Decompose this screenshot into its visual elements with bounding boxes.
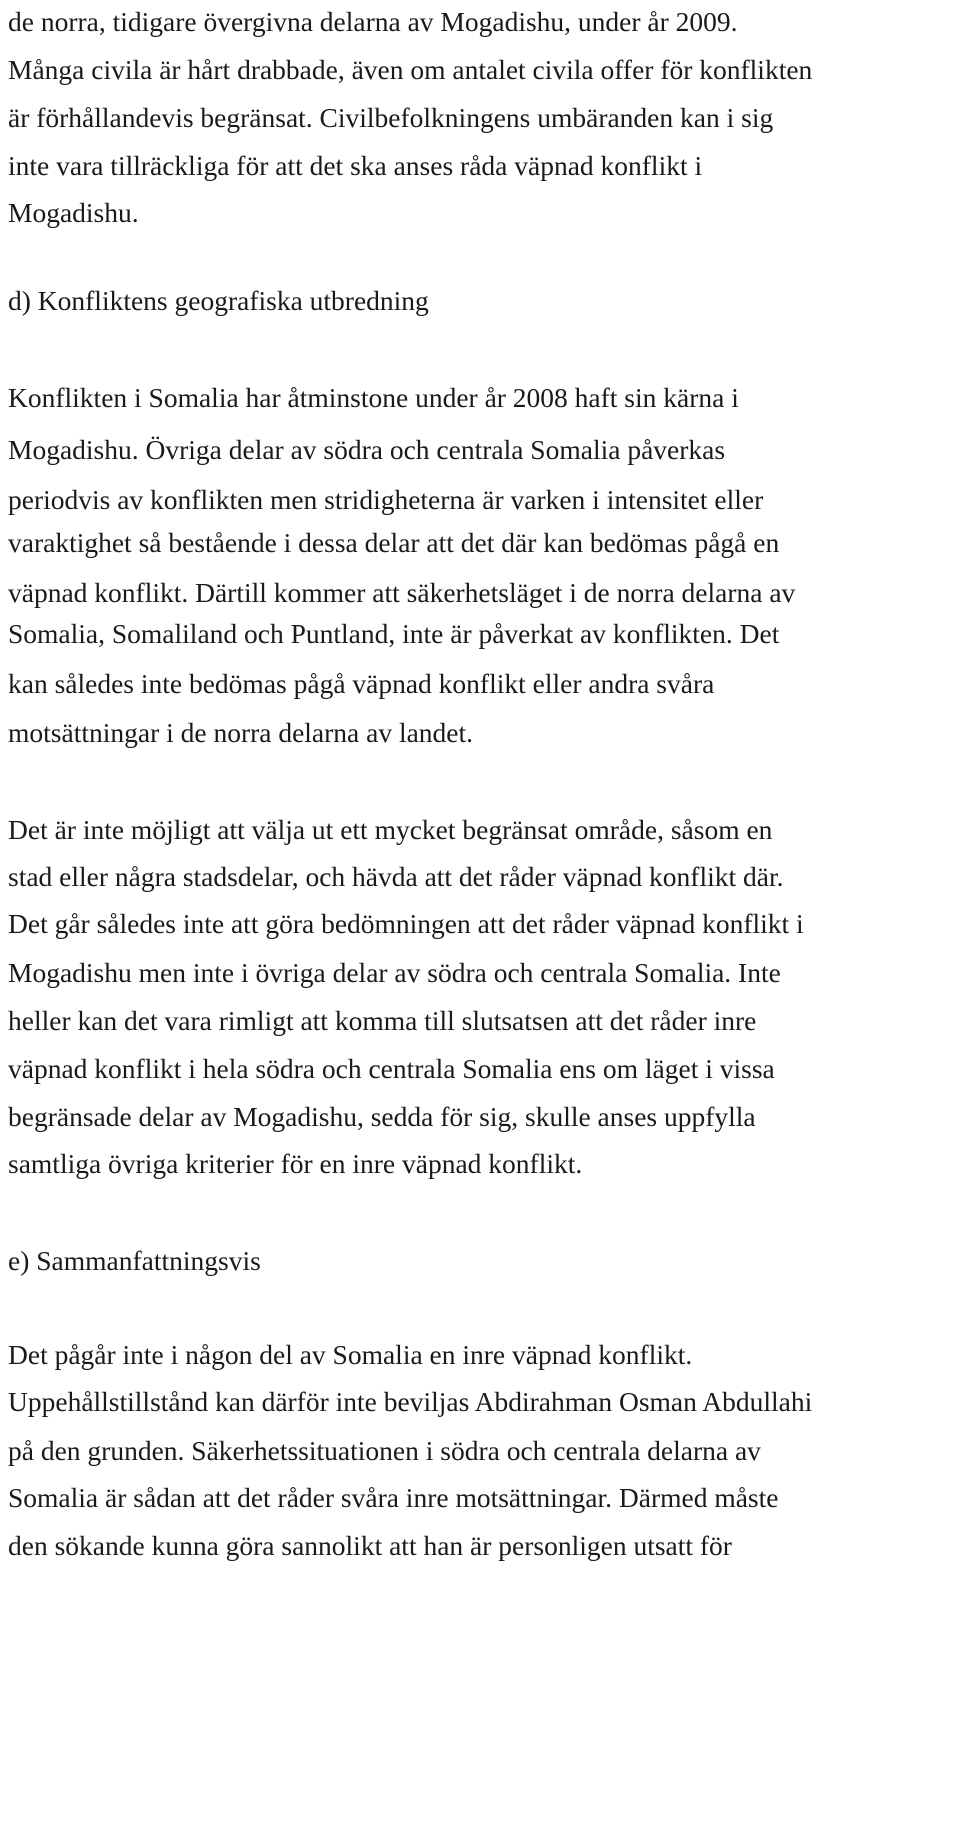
paragraph-2-line: motsättningar i de norra delarna av landet. bbox=[8, 717, 474, 748]
paragraph-4-line: Uppehållstillstånd kan därför inte beviljas Abdirahman Osman Abdullahi bbox=[8, 1386, 813, 1417]
paragraph-3-line: samtliga övriga kriterier för en inre väpnad konflikt. bbox=[8, 1148, 583, 1179]
paragraph-3-line: begränsade delar av Mogadishu, sedda för sig, skulle anses uppfylla bbox=[8, 1101, 756, 1132]
paragraph-4-line: den sökande kunna göra sannolikt att han är personligen utsatt för bbox=[8, 1530, 732, 1561]
section-heading-e: e) Sammanfattningsvis bbox=[8, 1245, 261, 1276]
paragraph-1-line: är förhållandevis begränsat. Civilbefolkningens umbäranden kan i sig bbox=[8, 102, 774, 133]
paragraph-2-line: Konflikten i Somalia har åtminstone under år 2008 haft sin kärna i bbox=[8, 382, 739, 413]
paragraph-2-line: kan således inte bedömas pågå väpnad konflikt eller andra svåra bbox=[8, 668, 715, 699]
paragraph-1-line: Mogadishu. bbox=[8, 197, 139, 228]
paragraph-4-line: Det pågår inte i någon del av Somalia en inre väpnad konflikt. bbox=[8, 1339, 693, 1370]
paragraph-2-line: Mogadishu. Övriga delar av södra och centrala Somalia påverkas bbox=[8, 434, 726, 465]
paragraph-3-line: väpnad konflikt i hela södra och centrala Somalia ens om läget i vissa bbox=[8, 1053, 775, 1084]
paragraph-3-line: Mogadishu men inte i övriga delar av södra och centrala Somalia. Inte bbox=[8, 957, 781, 988]
paragraph-1-line: de norra, tidigare övergivna delarna av Mogadishu, under år 2009. bbox=[8, 6, 738, 37]
paragraph-3-line: heller kan det vara rimligt att komma till slutsatsen att det råder inre bbox=[8, 1005, 757, 1036]
section-heading-d: d) Konfliktens geografiska utbredning bbox=[8, 285, 429, 316]
paragraph-4-line: Somalia är sådan att det råder svåra inre motsättningar. Därmed måste bbox=[8, 1482, 779, 1513]
paragraph-1-line: inte vara tillräckliga för att det ska anses råda väpnad konflikt i bbox=[8, 150, 703, 181]
paragraph-4-line: på den grunden. Säkerhetssituationen i södra och centrala delarna av bbox=[8, 1435, 761, 1466]
paragraph-2-line: periodvis av konflikten men stridigheterna är varken i intensitet eller bbox=[8, 484, 764, 515]
paragraph-1-line: Många civila är hårt drabbade, även om antalet civila offer för konflikten bbox=[8, 54, 813, 85]
paragraph-2-line: varaktighet så bestående i dessa delar att det där kan bedömas pågå en bbox=[8, 527, 780, 558]
paragraph-3-line: Det är inte möjligt att välja ut ett mycket begränsat område, såsom en bbox=[8, 814, 773, 845]
paragraph-3-line: Det går således inte att göra bedömningen att det råder väpnad konflikt i bbox=[8, 908, 804, 939]
paragraph-2-line: väpnad konflikt. Därtill kommer att säkerhetsläget i de norra delarna av bbox=[8, 577, 796, 608]
paragraph-3-line: stad eller några stadsdelar, och hävda att det råder väpnad konflikt där. bbox=[8, 861, 784, 892]
paragraph-2-line: Somalia, Somaliland och Puntland, inte är påverkat av konflikten. Det bbox=[8, 618, 780, 649]
